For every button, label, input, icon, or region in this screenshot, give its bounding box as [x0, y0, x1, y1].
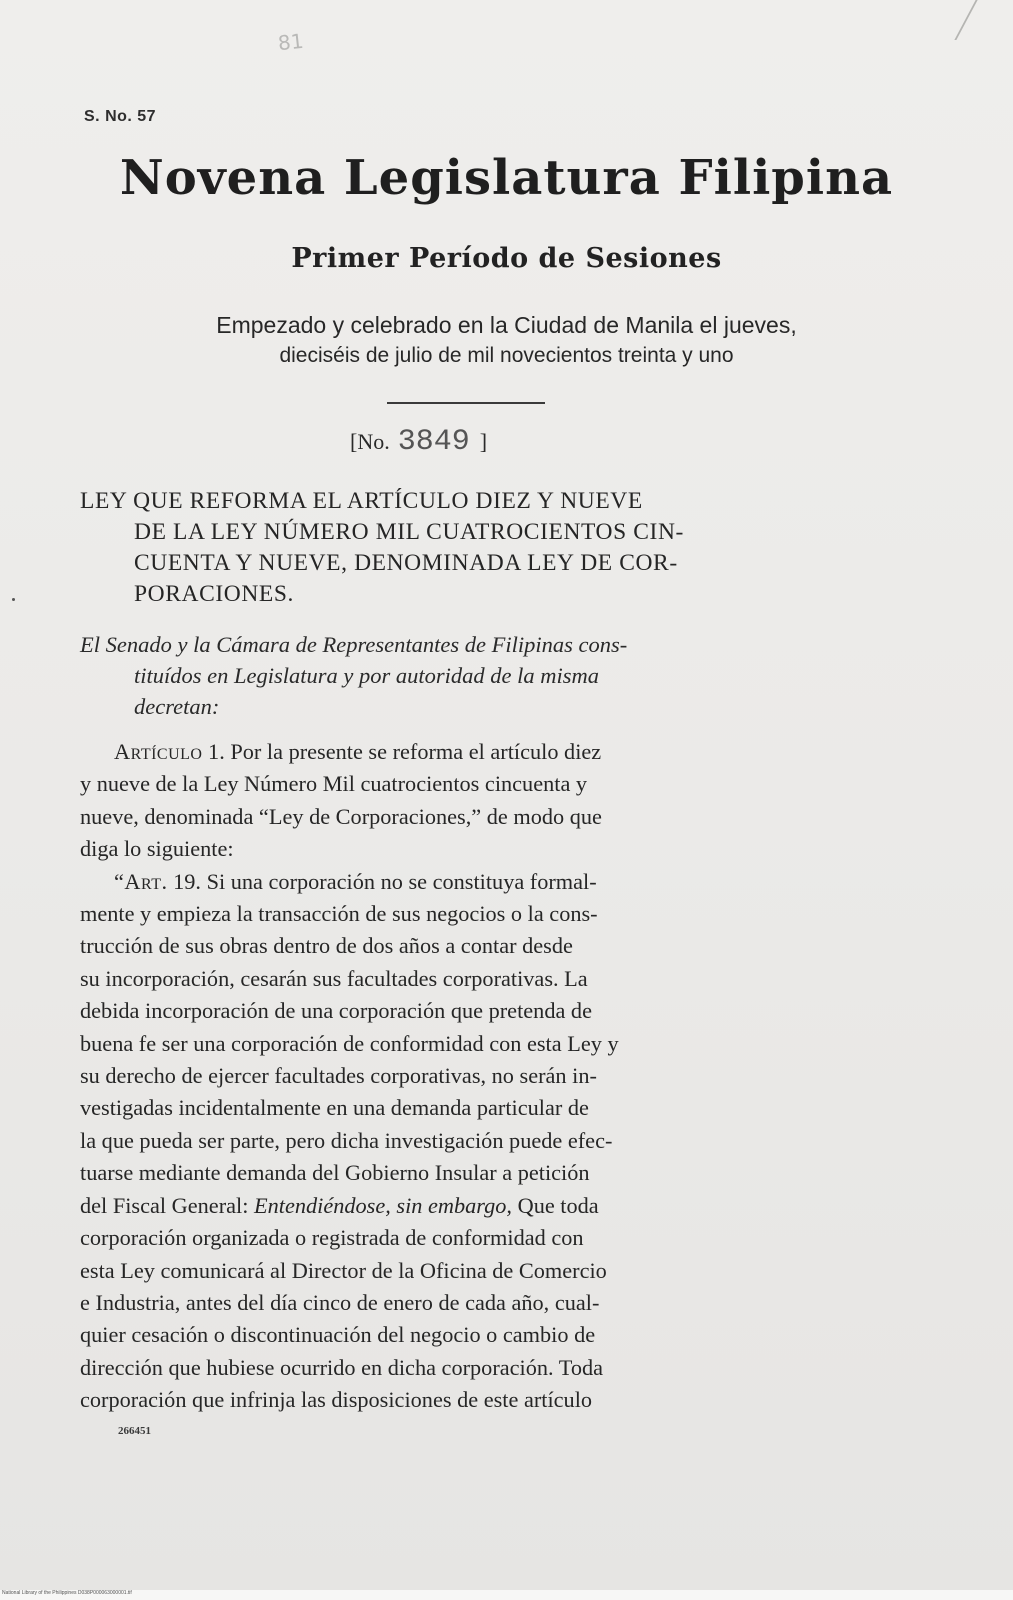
- body-line: [80, 736, 870, 768]
- body-line: esta Ley comunicará al Director de la Oficina de Comercio: [80, 1257, 607, 1283]
- title-line: PORACIONES.: [134, 581, 295, 607]
- title-line: CUENTA Y NUEVE, DENOMINADA LEY DE COR-: [134, 550, 678, 576]
- enacting-line: El Senado y la Cámara de Representantes de Filipinas cons-: [80, 632, 628, 657]
- series-number: S. No. 57: [84, 108, 157, 125]
- body-line: diga lo siguiente:: [80, 836, 234, 862]
- margin-dot: [12, 598, 15, 601]
- corner-pen-stroke: [954, 0, 1013, 40]
- body-line: y nueve de la Ley Número Mil cuatrocientos cincuenta y: [80, 771, 588, 797]
- print-code: 266451: [118, 1425, 151, 1437]
- body-line: [80, 1190, 870, 1222]
- act-number-suffix: ]: [479, 429, 488, 454]
- act-number-value: 3849: [397, 425, 470, 459]
- session-date-line-2: dieciséis de julio de mil novecientos treinta y uno: [279, 344, 734, 367]
- article-label: Artículo: [114, 739, 203, 764]
- divider-rule: [387, 402, 545, 404]
- body-line: su incorporación, cesarán sus facultades corporativas. La: [80, 965, 588, 991]
- body-line: [80, 866, 870, 898]
- body-line-text: del Fiscal General:: [80, 1192, 254, 1218]
- legislature-heading: Novena Legislatura Filipina: [119, 150, 894, 206]
- body-line-text: 19. Si una corporación no se constituya formal-: [167, 868, 597, 894]
- body-line: nueve, denominada “Ley de Corporaciones,” de modo que: [80, 803, 602, 829]
- title-line: DE LA LEY NÚMERO MIL CUATROCIENTOS CIN-: [134, 519, 684, 545]
- session-heading: Primer Período de Sesiones: [291, 243, 722, 274]
- act-body: [80, 736, 870, 1417]
- art-label: “Art.: [114, 868, 168, 894]
- body-line: tuarse mediante demanda del Gobierno Insular a petición: [80, 1160, 590, 1186]
- body-line: vestigadas incidentalmente en una demanda particular de: [80, 1095, 589, 1121]
- pencil-annotation: 81: [276, 28, 305, 56]
- footer-strip: [0, 1590, 1013, 1600]
- body-line: mente y empieza la transacción de sus negocios o la cons-: [80, 901, 598, 927]
- act-number-prefix: [No.: [350, 429, 390, 454]
- enacting-line: tituídos en Legislatura y por autoridad de la misma: [134, 663, 600, 688]
- body-line: dirección que hubiese ocurrido en dicha corporación. Toda: [80, 1354, 604, 1380]
- body-line: la que pueda ser parte, pero dicha investigación puede efec-: [80, 1127, 613, 1153]
- session-date-line-1: Empezado y celebrado en la Ciudad de Manila el jueves,: [216, 312, 797, 338]
- title-line: LEY QUE REFORMA EL ARTÍCULO DIEZ Y NUEVE: [80, 488, 643, 514]
- body-line: buena fe ser una corporación de conformidad con esta Ley y: [80, 1030, 619, 1056]
- act-title: [80, 486, 860, 610]
- proviso-italic: Entendiéndose, sin embargo,: [253, 1192, 513, 1218]
- body-line-text: Que toda: [512, 1192, 599, 1218]
- body-line: debida incorporación de una corporación que pretenda de: [80, 998, 592, 1024]
- act-number: [350, 425, 487, 459]
- body-line: corporación organizada o registrada de conformidad con: [80, 1225, 584, 1251]
- body-line: trucción de sus obras dentro de dos años a contar desde: [80, 933, 573, 959]
- enacting-clause: [80, 629, 865, 722]
- body-line: quier cesación o discontinuación del negocio o cambio de: [80, 1322, 596, 1348]
- body-line-text: 1. Por la presente se reforma el artículo diez: [202, 739, 602, 764]
- body-line: su derecho de ejercer facultades corporativas, no serán in-: [80, 1063, 597, 1089]
- scan-credit: National Library of the Philippines D038P000063000001.tif: [2, 1590, 132, 1596]
- body-line: corporación que infrinja las disposiciones de este artículo: [80, 1387, 593, 1413]
- enacting-line: decretan:: [134, 694, 220, 719]
- body-line: e Industria, antes del día cinco de enero de cada año, cual-: [80, 1289, 600, 1315]
